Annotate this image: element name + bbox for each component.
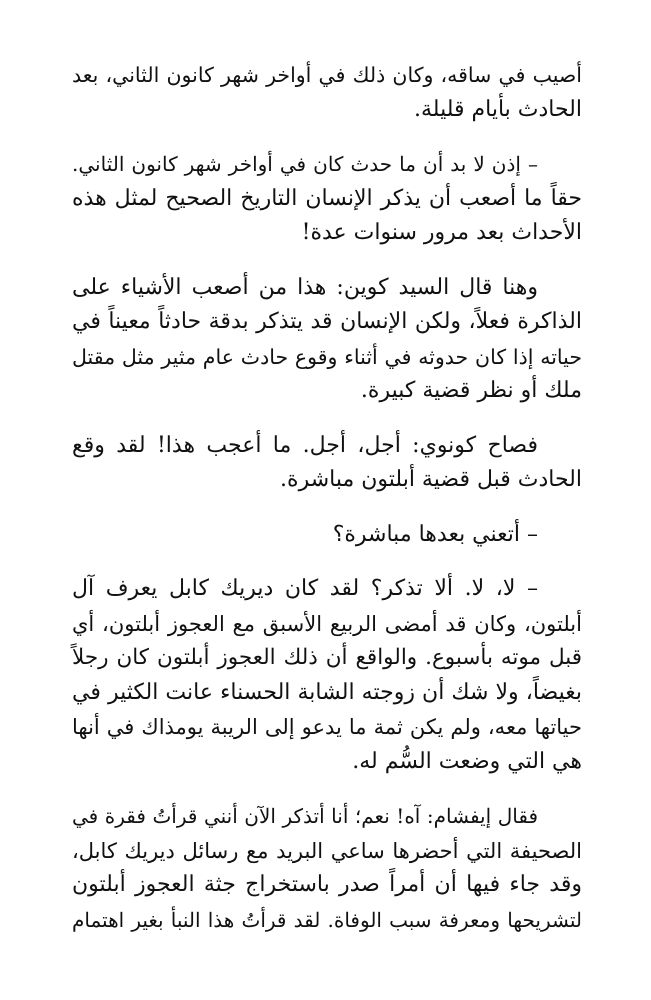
text-line: الذاكرة فعلاً، ولكن الإنسان قد يتذكر بدقة حادثاً معيناً في: [72, 309, 582, 334]
text-line: أبلتون، وكان قد أمضى الربيع الأسبق مع العجوز أبلتون، أي: [72, 611, 582, 636]
book-page: [72, 58, 582, 957]
text-line: الأحداث بعد مرور سنوات عدة!: [301, 220, 582, 245]
paragraph-6: [72, 572, 582, 779]
text-line: وقد جاء فيها أن أمراً صدر باستخراج جثة العجوز أبلتون: [72, 872, 582, 897]
paragraph-1: [72, 58, 582, 127]
text-line: – لا، لا. ألا تذكر؟ لقد كان ديريك كابل يعرف آل: [72, 576, 538, 601]
text-line: بغيضاً، ولا شك أن زوجته الشابة الحسناء عانت الكثير في: [72, 679, 582, 705]
text-line: وهنا قال السيد كوين: هذا من أصعب الأشياء على: [72, 274, 538, 300]
text-line: أصيب في ساقه، وكان ذلك في أواخر شهر كانون الثاني، بعد: [72, 63, 582, 87]
text-line: – إذن لا بد أن ما حدث كان في أواخر شهر كانون الثاني.: [72, 152, 538, 176]
paragraph-5: [72, 518, 582, 553]
text-line: لتشريحها ومعرفة سبب الوفاة. لقد قرأتُ هذا النبأ بغير اهتمام: [72, 907, 582, 932]
paragraph-7: [72, 799, 582, 937]
text-line: حقاً ما أصعب أن يذكر الإنسان التاريخ الصحيح لمثل هذه: [72, 185, 582, 211]
paragraph-2: [72, 147, 582, 251]
text-line: ملك أو نظر قضية كبيرة.: [360, 378, 582, 403]
text-line: قبل موته بأسبوع. والواقع أن ذلك العجوز أبلتون كان رجلاً: [72, 645, 582, 670]
text-line: هي التي وضعت السُّم له.: [352, 748, 582, 774]
text-line: الحادث قبل قضية أبلتون مباشرة.: [280, 467, 582, 492]
paragraph-4: [72, 429, 582, 498]
text-line: – أتعني بعدها مباشرة؟: [332, 521, 538, 547]
text-line: حياته إذا كان حدوثه في أثناء وقوع حادث عام مثير مثل مقتل: [72, 344, 582, 369]
paragraph-3: [72, 271, 582, 409]
text-line: حياتها معه، ولم يكن ثمة ما يدعو إلى الريبة يومذاك في أنها: [72, 715, 582, 739]
text-line: الصحيفة التي أحضرها ساعي البريد مع رسائل ديريك كابل،: [72, 838, 582, 863]
text-line: فقال إيفشام: آه! نعم؛ أنا أتذكر الآن أنني قرأتُ فقرة في: [72, 804, 538, 828]
text-line: الحادث بأيام قليلة.: [414, 96, 582, 122]
text-line: فصاح كونوي: أجل، أجل. ما أعجب هذا! لقد وقع: [72, 432, 538, 458]
